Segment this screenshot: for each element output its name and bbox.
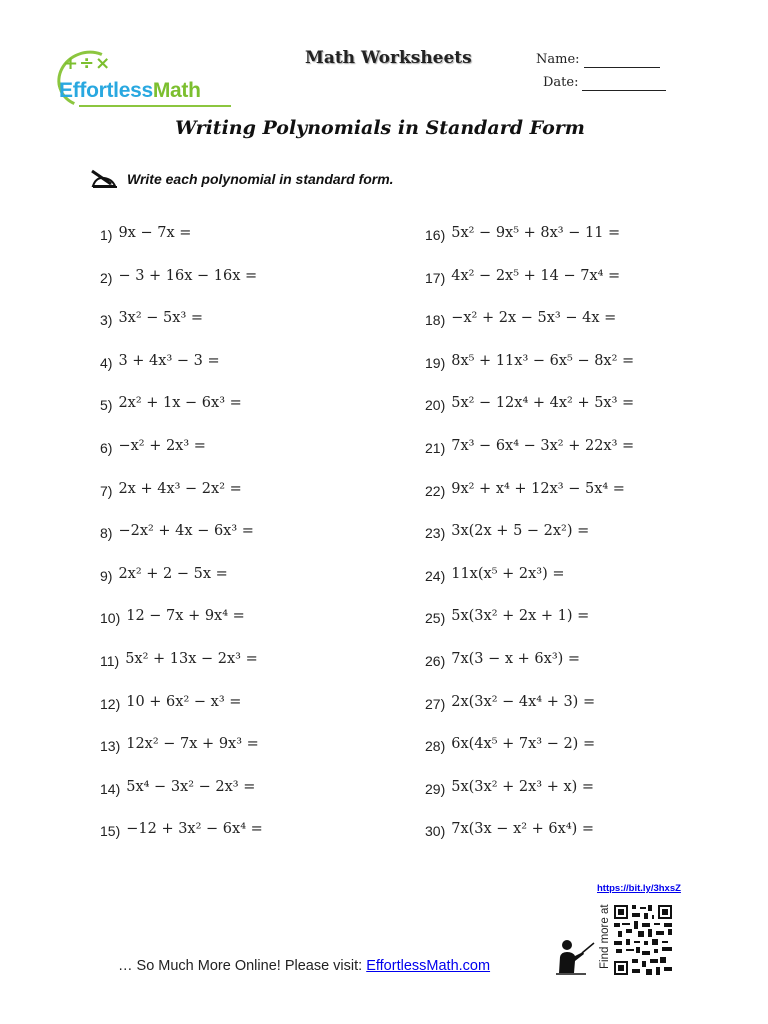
problem-item: [100, 438, 263, 481]
problem-expression: 2x² + 1x − 6x³ =: [118, 395, 242, 412]
problem-expression: 9x² + x⁴ + 12x³ − 5x⁴ =: [451, 480, 625, 497]
problem-number: 8): [100, 525, 113, 542]
problem-item: [425, 651, 634, 694]
date-blank-line: [582, 75, 666, 91]
problem-number: 26): [425, 652, 446, 669]
problem-expression: 3x² − 5x³ =: [118, 310, 204, 327]
footer-promo-text: … So Much More Online! Please visit:: [118, 958, 367, 974]
problem-expression: 3 + 4x³ − 3 =: [118, 352, 220, 369]
problem-number: 7): [100, 482, 113, 499]
problem-expression: 6x(4x⁵ + 7x³ − 2) =: [451, 736, 596, 753]
problem-number: 27): [425, 695, 446, 712]
problem-expression: 5x(3x² + 2x³ + x) =: [451, 778, 595, 795]
problem-expression: 2x² + 2 − 5x =: [118, 565, 228, 582]
date-label: Date:: [543, 75, 579, 90]
problem-item: [425, 608, 634, 651]
problem-expression: 2x(3x² − 4x⁴ + 3) =: [451, 693, 596, 710]
problem-number: 28): [425, 738, 446, 755]
problem-number: 17): [425, 269, 446, 286]
problem-number: 11): [100, 652, 120, 669]
problem-item: [100, 523, 263, 566]
problem-expression: 5x² − 9x⁵ + 8x³ − 11 =: [451, 225, 621, 241]
problem-item: [100, 225, 263, 268]
problem-number: 12): [100, 695, 121, 712]
problem-expression: 7x(3x − x² + 6x⁴) =: [451, 821, 595, 838]
problem-expression: 11x(x⁵ + 2x³) =: [451, 565, 565, 582]
problems-column-right: [425, 225, 634, 864]
problem-item: [100, 268, 263, 311]
brand-title: Math Worksheets: [305, 48, 472, 68]
problem-item: [425, 523, 634, 566]
problem-number: 24): [425, 567, 446, 584]
problem-number: 19): [425, 354, 446, 371]
problem-number: 30): [425, 823, 446, 840]
problem-number: 10): [100, 610, 121, 627]
problem-item: [425, 821, 634, 864]
logo-wordmark-math: Math: [152, 79, 201, 102]
problem-item: [425, 268, 634, 311]
problem-expression: 3x(2x + 5 − 2x²) =: [451, 523, 590, 540]
problem-item: [425, 566, 634, 609]
problem-expression: 8x⁵ + 11x³ − 6x⁵ − 8x² =: [451, 352, 635, 369]
math-symbols-icon: +÷×: [63, 53, 112, 74]
logo-underline: [79, 105, 231, 107]
problem-number: 18): [425, 312, 446, 329]
problem-item: [425, 694, 634, 737]
problem-item: [100, 821, 263, 864]
problem-item: [425, 481, 634, 524]
problem-expression: 7x³ − 6x⁴ − 3x² + 22x³ =: [451, 437, 635, 454]
problem-expression: 10 + 6x² − x³ =: [126, 693, 242, 710]
name-blank-line: [584, 52, 660, 68]
footer-promo: [118, 958, 490, 974]
problem-expression: 5x⁴ − 3x² − 2x³ =: [126, 778, 256, 795]
name-field: [536, 52, 660, 68]
problem-number: 15): [100, 823, 121, 840]
problem-expression: 5x² − 12x⁴ + 4x² + 5x³ =: [451, 395, 635, 412]
problem-number: 22): [425, 482, 446, 499]
short-url-link[interactable]: https://bit.ly/3hxsZ: [597, 883, 681, 894]
problem-number: 5): [100, 397, 113, 414]
problem-expression: 9x − 7x =: [118, 225, 192, 241]
problem-number: 4): [100, 354, 113, 371]
problem-item: [100, 694, 263, 737]
instruction-text: Write each polynomial in standard form.: [127, 171, 394, 187]
problem-number: 21): [425, 439, 446, 456]
problem-item: [425, 310, 634, 353]
problem-expression: −12 + 3x² − 6x⁴ =: [126, 821, 263, 838]
problem-number: 23): [425, 525, 446, 542]
problem-expression: −x² + 2x³ =: [118, 437, 206, 454]
website-link[interactable]: EffortlessMath.com: [366, 958, 491, 974]
problem-number: 16): [425, 227, 446, 243]
problems-column-left: [100, 225, 263, 864]
problem-item: [100, 566, 263, 609]
logo-wordmark-effortless: Effortless: [59, 79, 153, 102]
problem-expression: 7x(3 − x + 6x³) =: [451, 650, 581, 667]
problem-item: [100, 651, 263, 694]
logo-wordmark: [59, 79, 201, 103]
problem-expression: 12x² − 7x + 9x³ =: [126, 736, 259, 753]
problem-item: [100, 353, 263, 396]
problem-number: 29): [425, 780, 446, 797]
pencil-icon: [90, 168, 120, 190]
problem-item: [100, 608, 263, 651]
problem-item: [100, 395, 263, 438]
problem-item: [425, 779, 634, 822]
problem-number: 6): [100, 439, 113, 456]
problem-expression: − 3 + 16x − 16x =: [118, 267, 258, 284]
problem-expression: 12 − 7x + 9x⁴ =: [126, 608, 245, 625]
find-more-label: Find more at: [599, 904, 611, 969]
problem-item: [425, 353, 634, 396]
problem-number: 1): [100, 227, 113, 243]
problem-number: 20): [425, 397, 446, 414]
problem-item: [100, 779, 263, 822]
worksheet-title: Writing Polynomials in Standard Form: [175, 117, 585, 139]
problem-number: 14): [100, 780, 121, 797]
problem-number: 2): [100, 269, 113, 286]
problem-item: [425, 736, 634, 779]
problem-expression: −2x² + 4x − 6x³ =: [118, 523, 254, 540]
problem-expression: −x² + 2x − 5x³ − 4x =: [451, 310, 617, 327]
problem-item: [100, 481, 263, 524]
instruction: [90, 168, 394, 190]
name-label: Name:: [536, 52, 580, 67]
problem-number: 13): [100, 738, 121, 755]
problem-expression: 5x(3x² + 2x + 1) =: [451, 608, 590, 625]
teacher-icon: [556, 937, 596, 975]
problem-item: [425, 438, 634, 481]
problem-item: [425, 225, 634, 268]
effortless-math-logo: [55, 45, 245, 107]
qr-code-icon[interactable]: [614, 905, 672, 975]
problem-number: 25): [425, 610, 446, 627]
problem-item: [100, 310, 263, 353]
problem-item: [425, 395, 634, 438]
problem-number: 3): [100, 312, 113, 329]
problem-expression: 4x² − 2x⁵ + 14 − 7x⁴ =: [451, 267, 621, 284]
problem-expression: 5x² + 13x − 2x³ =: [125, 650, 258, 667]
problem-number: 9): [100, 567, 113, 584]
date-field: [543, 75, 666, 91]
problem-expression: 2x + 4x³ − 2x² =: [118, 480, 242, 497]
problem-item: [100, 736, 263, 779]
